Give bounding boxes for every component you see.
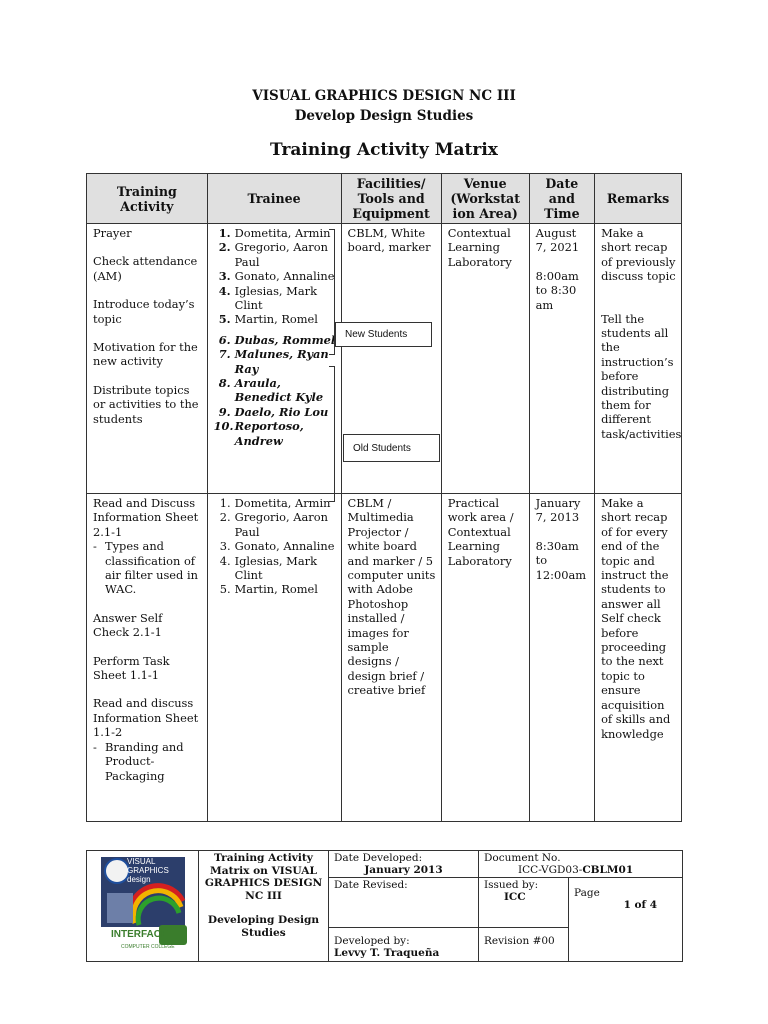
venue-cell: Contextual Learning Laboratory [441, 224, 529, 494]
document-no-code: CBLM01 [582, 864, 634, 876]
list-item: 10. Reportoso, Andrew [213, 419, 304, 448]
page-value: 1 of 4 [623, 899, 658, 911]
school-logo [87, 851, 198, 961]
list-item: 2. Gregorio, Aaron Paul [219, 510, 328, 539]
activity-item: Read and discuss Information Sheet 1.1-2 [93, 696, 199, 740]
training-activity-table [86, 173, 682, 822]
list-item: 4. Iglesias, Mark Clint [218, 283, 317, 313]
developed-by-label: Developed by: [334, 935, 410, 947]
date-value: January 7, 2013 [535, 496, 581, 525]
facilities-cell: CBLM / Multimedia Projector / white board and marker / 5 computer units with Adobe Photoshop installed / images for sample designs / design brief / creative brief [341, 494, 441, 822]
footer-title: Training Activity Matrix on VISUAL GRAPHICS DESIGN NC III [204, 852, 323, 902]
developed-by-value: Levvy T. Traqueña [334, 947, 440, 959]
activity-item: Perform Task Sheet 1.1-1 [93, 653, 170, 683]
activity-subitem: - Branding and Product-Packaging [93, 739, 184, 783]
footer-title-cell [199, 851, 329, 962]
column-header: Facilities/ Tools and Equipment [341, 174, 441, 224]
document-no-label: Document No. [484, 852, 561, 864]
footer-subtitle: Developing Design Studies [207, 914, 320, 939]
remarks-cell [595, 224, 682, 494]
activity-subitem: - Types and classification of air filter used in WAC. [93, 539, 198, 597]
date-revised-cell [329, 878, 479, 928]
logo-text-top: VISUAL GRAPHICS design [127, 857, 169, 884]
page-label: Page [574, 887, 600, 899]
list-item: 2. Gregorio, Aaron Paul [218, 240, 328, 269]
activity-item: Read and Discuss Information Sheet 2.1-1 [93, 496, 199, 539]
list-item: 4. Iglesias, Mark Clint [219, 553, 317, 583]
column-header: Venue (Workstat ion Area) [441, 174, 529, 224]
activity-item: Motivation for the new activity [93, 340, 198, 369]
revision-cell [479, 928, 569, 962]
list-item: 1. Dometita, Armin [218, 226, 331, 240]
trainee-cell [207, 224, 341, 494]
facilities-cell: CBLM, White board, marker [341, 224, 441, 494]
document-no-prefix: ICC-VGD03- [518, 864, 583, 876]
time-value: 8:30am to 12:00am [535, 538, 587, 582]
list-item: 9. Daelo, Rio Lou [218, 404, 329, 419]
new-trainee-list [214, 226, 336, 327]
date-revised-label: Date Revised: [334, 879, 408, 891]
page-cell [569, 878, 683, 962]
list-item: 7. Malunes, Ryan Ray [218, 347, 329, 376]
document-no-cell [479, 851, 683, 878]
issued-by-cell [479, 878, 569, 928]
logo-text-bottom: INTERFACE [111, 929, 168, 940]
doc-heading-unit: Develop Design Studies [294, 108, 474, 124]
time-value: 8:00am to 8:30 am [535, 268, 579, 312]
activity-cell [87, 224, 208, 494]
column-header: Training Activity [87, 174, 208, 224]
activity-item: Check attendance (AM) [93, 254, 198, 283]
activity-item: Prayer [93, 226, 132, 240]
developed-by-cell [329, 928, 479, 962]
old-students-label: Old Students [343, 434, 440, 462]
date-time-cell [529, 494, 594, 822]
list-item: 8. Araula, Benedict Kyle [218, 376, 324, 405]
table-header-row [87, 174, 682, 224]
activity-item: Distribute topics or activities to the students [93, 382, 199, 426]
trainee-list [214, 496, 336, 597]
list-item: 6. Dubas, Rommel [218, 332, 336, 347]
revision-value: Revision #00 [484, 935, 555, 947]
list-item: 3. Gonato, Annaline [218, 269, 335, 284]
doc-heading-qualification: VISUAL GRAPHICS DESIGN NC III [252, 88, 516, 104]
list-item: 1. Dometita, Armin [219, 496, 331, 510]
activity-item: Introduce today’s topic [93, 297, 195, 326]
venue-cell: Practical work area / Contextual Learning Laboratory [441, 494, 529, 822]
list-item: 5. Martin, Romel [218, 312, 318, 327]
page-title: Training Activity Matrix [270, 140, 498, 160]
document-footer [86, 850, 683, 962]
issued-by-value: ICC [504, 891, 526, 903]
old-trainee-list [214, 333, 336, 448]
logo-subtext: COMPUTER COLLEGE [121, 944, 175, 950]
list-item: 5. Martin, Romel [219, 582, 318, 597]
trainee-cell [207, 494, 341, 822]
date-developed-value: January 2013 [364, 864, 443, 876]
activity-item: Answer Self Check 2.1-1 [93, 610, 163, 640]
column-header: Remarks [595, 174, 682, 224]
table-row [87, 494, 682, 822]
date-value: August 7, 2021 [535, 226, 580, 255]
activity-cell [87, 494, 208, 822]
list-item: 3. Gonato, Annaline [219, 539, 335, 554]
date-developed-label: Date Developed: [334, 852, 423, 864]
logo-cell [87, 851, 199, 962]
remark-item: Tell the students all the instruction’s before distributing them for different task/activities [601, 311, 682, 441]
new-students-label: New Students [335, 322, 432, 347]
date-time-cell [529, 224, 594, 494]
remarks-cell: Make a short recap of for every end of the topic and instruct the students to answer all Self check before proceeding to the next topic to ensure acquisition of skills and knowledge [595, 494, 682, 822]
issued-by-label: Issued by: [484, 879, 539, 891]
remark-item: Make a short recap of previously discuss topic [601, 226, 676, 284]
old-students-bracket [329, 366, 335, 502]
column-header: Date and Time [529, 174, 594, 224]
column-header: Trainee [207, 174, 341, 224]
date-developed-cell [329, 851, 479, 878]
